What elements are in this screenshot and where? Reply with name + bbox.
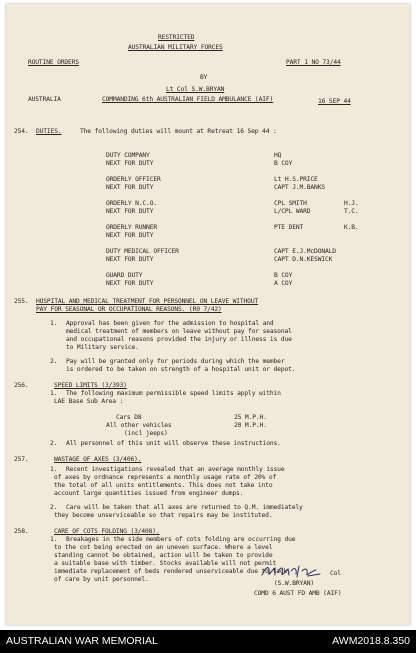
duty-name: B COY xyxy=(274,272,293,279)
item-255-number: 255. xyxy=(14,298,29,305)
paragraph-number: 1. xyxy=(50,390,58,397)
paragraph-number: 1. xyxy=(50,466,58,473)
item-256-number: 256. xyxy=(14,382,29,389)
item-255-heading: HOSPITAL AND MEDICAL TREATMENT FOR PERSONNEL ON LEAVE WITHOUT xyxy=(36,298,259,305)
speed-limit: 25 M.P.H. xyxy=(234,414,267,421)
paragraph-line: LAE Base Sub Area : xyxy=(54,398,124,405)
paragraph-line: of care by unit personnel. xyxy=(54,576,149,583)
paragraph-line: to Military service. xyxy=(66,344,139,351)
item-254-heading: DUTIES. xyxy=(36,128,62,135)
paragraph-number: 2. xyxy=(50,504,58,511)
paragraph-line: Breakages in the side members of cots folding are occurring due xyxy=(66,536,296,543)
signatory-title: COMD 6 AUST FD AMB (AIF) xyxy=(254,590,342,597)
paragraph-line: a suitable base with timber. Stocks available will not permit xyxy=(54,560,277,567)
part-number: PART 1 NO 73/44 xyxy=(286,59,341,66)
duty-role: NEXT FOR DUTY xyxy=(106,184,154,191)
duty-name: CAPT J.M.BANKS xyxy=(274,184,325,191)
item-254-text: The following duties will mount at Retreat 16 Sep 44 : xyxy=(80,128,277,135)
force-heading: AUSTRALIAN MILITARY FORCES xyxy=(128,44,223,51)
paragraph-line: Care will be taken that all axes are returned to Q.M. immediately xyxy=(66,504,303,511)
paragraph-number: 1. xyxy=(50,536,58,543)
paragraph-line: The following maximum permissible speed limits apply within xyxy=(66,390,281,397)
duty-name: B COY xyxy=(274,160,293,167)
paragraph-line: the total of all units entitlements. This does not take into xyxy=(54,482,273,489)
duty-name: A COY xyxy=(274,280,293,287)
paragraph-line: Approval has been given for the admission to hospital and xyxy=(66,320,274,327)
handwritten-signature xyxy=(260,562,322,580)
duty-role: NEXT FOR DUTY xyxy=(106,208,154,215)
paragraph-number: 2. xyxy=(50,440,58,447)
duty-role: NEXT FOR DUTY xyxy=(106,280,154,287)
paragraph-line: immediate replacement of beds rendered unserviceable due to lack xyxy=(54,568,288,575)
item-257-number: 257. xyxy=(14,456,29,463)
duty-role: NEXT FOR DUTY xyxy=(106,256,154,263)
vehicle-type: All other vehicles xyxy=(106,422,172,429)
paragraph-line: medical treatment of members on leave without pay for seasonal xyxy=(66,328,292,335)
paragraph-line: they become unserviceable so that repairs may be instituted. xyxy=(54,512,273,519)
paragraph-number: 2. xyxy=(50,358,58,365)
item-254-number: 254. xyxy=(14,128,29,135)
item-258-number: 258. xyxy=(14,528,29,535)
duty-role: ORDERLY N.C.O. xyxy=(106,200,157,207)
paragraph-line: Recent investigations revealed that an average monthly issue xyxy=(66,466,285,473)
paragraph-line: All personnel of this unit will observe these instructions. xyxy=(66,440,281,447)
classification-marking: RESTRICTED xyxy=(158,34,195,41)
duty-role: DUTY MEDICAL OFFICER xyxy=(106,248,179,255)
duty-initials: H.J. xyxy=(344,200,359,207)
signatory-name: (S.W.BRYAN) xyxy=(274,580,315,587)
speed-limit: 20 M.P.H. xyxy=(234,422,267,429)
paragraph-line: is ordered to be taken on strength of a hospital unit or depot. xyxy=(66,366,296,373)
duty-role: NEXT FOR DUTY xyxy=(106,232,154,239)
vehicle-note: (incl jeeps) xyxy=(124,430,168,437)
paragraph-line: account large quantities issued from engineer dumps. xyxy=(54,490,244,497)
item-256-heading: SPEED LIMITS (3/393) xyxy=(54,382,127,389)
item-257-heading: WASTAGE OF AXES (3/406). xyxy=(54,456,142,463)
duty-name: PTE DENT xyxy=(274,224,304,231)
footer-accession-number: AWM2018.8.350 xyxy=(332,635,410,647)
unit-command-line: COMMANDING 6th AUSTRALIAN FIELD AMBULANCE (AIF) xyxy=(102,96,274,103)
duty-role: GUARD DUTY xyxy=(106,272,143,279)
paragraph-line: Pay will be granted only for periods during which the member xyxy=(66,358,285,365)
order-date: 16 SEP 44 xyxy=(318,98,351,105)
duty-name: HQ xyxy=(274,152,282,159)
duty-initials: K.B. xyxy=(344,224,359,231)
duty-role: NEXT FOR DUTY xyxy=(106,160,154,167)
paragraph-line: and occupational reasons provided the injury or illness is due xyxy=(66,336,292,343)
item-255-heading-cont: PAY FOR SEASONAL OR OCCUPATIONAL REASONS. (R0 7/42) xyxy=(36,306,222,313)
paragraph-line: standing cannot be obtained, action will be taken to provide xyxy=(54,552,273,559)
by-label: BY xyxy=(200,74,208,81)
duty-role: DUTY COMPANY xyxy=(106,152,150,159)
document-page xyxy=(6,4,410,625)
vehicle-type: Cars D8 xyxy=(116,414,142,421)
footer-institution: AUSTRALIAN WAR MEMORIAL xyxy=(6,635,158,647)
item-258-heading: CARE OF COTS FOLDING (3/408). xyxy=(54,528,160,535)
duty-name: CPL SMITH xyxy=(274,200,307,207)
duty-name: CAPT E.J.McDONALD xyxy=(274,248,336,255)
paragraph-number: 1. xyxy=(50,320,58,327)
duty-name: L/CPL WARD xyxy=(274,208,311,215)
duty-role: ORDERLY RUNNER xyxy=(106,224,157,231)
signature-rank: Col xyxy=(330,570,341,577)
duty-name: Lt H.S.PRICE xyxy=(274,176,318,183)
duty-role: ORDERLY OFFICER xyxy=(106,176,161,183)
duty-initials: T.C. xyxy=(344,208,359,215)
paragraph-line: of axes by ordnance represents a monthly usage rate of 20% of xyxy=(54,474,277,481)
duty-name: CAPT D.N.KESWICK xyxy=(274,256,333,263)
routine-orders-label: ROUTINE ORDERS xyxy=(28,59,79,66)
paragraph-line: to the cot being erected on an uneven surface. Where a level xyxy=(54,544,273,551)
museum-footer-bar xyxy=(0,630,416,653)
commanding-officer-name: Lt Col S.W.BRYAN xyxy=(166,86,225,93)
country-label: AUSTRALIA xyxy=(28,96,61,103)
